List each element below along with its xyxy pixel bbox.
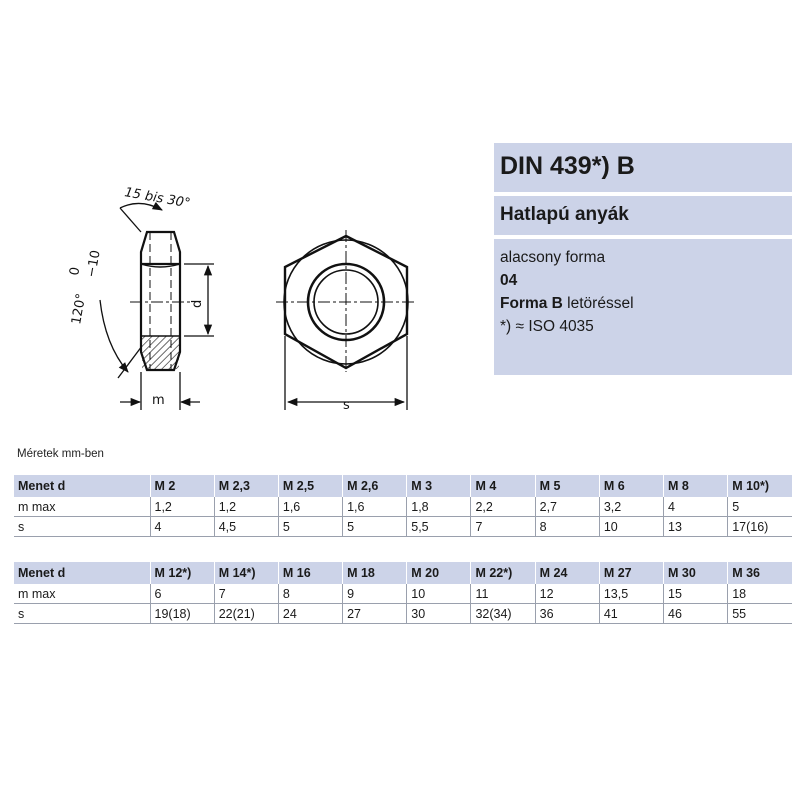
table-cell: 30 [407,604,471,624]
table-cell: 9 [343,584,407,604]
table-cell: 7 [214,584,278,604]
product-details-box [494,239,792,375]
table-cell: 19(18) [150,604,214,624]
table-row [14,517,792,537]
header-cell: M 5 [535,475,599,497]
table-cell: 41 [599,604,663,624]
table-cell: 4 [664,497,728,517]
header-cell: M 22*) [471,562,535,584]
chamfer-annotation [100,300,142,378]
header-cell: M 3 [407,475,471,497]
header-cell: M 6 [599,475,663,497]
header-cell: M 2,5 [278,475,342,497]
header-cell: M 30 [664,562,728,584]
table-cell: 10 [407,584,471,604]
header-cell: Menet d [14,475,150,497]
header-cell: M 18 [343,562,407,584]
table-cell: 55 [728,604,792,624]
header-cell: M 2 [150,475,214,497]
table-cell: 8 [535,517,599,537]
table-cell: 7 [471,517,535,537]
table-cell: 4 [150,517,214,537]
table-cell: 1,6 [343,497,407,517]
header-cell: M 12*) [150,562,214,584]
table-cell: 15 [664,584,728,604]
table-cell: 18 [728,584,792,604]
header-cell: M 27 [599,562,663,584]
table-cell: 1,8 [407,497,471,517]
header-cell: M 24 [535,562,599,584]
angle-label: 15 bis 30° [123,185,192,212]
table-cell: 32(34) [471,604,535,624]
table-cell: 6 [150,584,214,604]
table-header-row [14,475,792,497]
table-cell: 10 [599,517,663,537]
table-cell: 22(21) [214,604,278,624]
table-cell: 36 [535,604,599,624]
detail-variant [500,292,634,315]
detail-variant-desc: letöréssel [562,295,634,312]
table-cell: 13 [664,517,728,537]
header-cell: M 20 [407,562,471,584]
dimensions-table-1 [14,475,792,537]
header-cell: M 14*) [214,562,278,584]
header-cell: M 2,3 [214,475,278,497]
table-cell: 5 [343,517,407,537]
table-cell: 1,6 [278,497,342,517]
table-cell: 13,5 [599,584,663,604]
tolerance-lower: −10 [84,249,104,279]
table-row [14,604,792,624]
table-cell: m max [14,497,150,517]
header-cell: Menet d [14,562,150,584]
table-cell: m max [14,584,150,604]
table-cell: 1,2 [150,497,214,517]
product-name-box [494,196,792,235]
d-label: d [190,299,205,308]
header-cell: M 36 [728,562,792,584]
table-row [14,584,792,604]
table-cell: 2,2 [471,497,535,517]
table-cell: s [14,517,150,537]
detail-class: 04 [500,272,518,289]
dimensions-table-2 [14,562,792,624]
header-cell: M 10*) [728,475,792,497]
m-label: m [152,393,165,408]
nut-front-view [276,230,416,372]
header-cell: M 8 [664,475,728,497]
detail-iso-equivalent: *) ≈ ISO 4035 [500,318,594,335]
table-cell: 3,2 [599,497,663,517]
units-caption: Méretek mm-ben [17,448,104,460]
table-cell: 2,7 [535,497,599,517]
table-cell: 11 [471,584,535,604]
standard-title-box [494,143,792,192]
header-cell: M 4 [471,475,535,497]
table-cell: 1,2 [214,497,278,517]
table-cell: 4,5 [214,517,278,537]
table-cell: 8 [278,584,342,604]
table-cell: 27 [343,604,407,624]
table-cell: 5 [728,497,792,517]
table-cell: 46 [664,604,728,624]
s-label: s [343,398,350,413]
header-cell: M 2,6 [343,475,407,497]
product-name: Hatlapú anyák [500,204,629,225]
table-cell: 5 [278,517,342,537]
angle-annotation [120,203,162,232]
header-cell: M 16 [278,562,342,584]
chamfer-label: 120° [69,292,90,326]
tolerance-upper: 0 [67,265,84,277]
table-cell: s [14,604,150,624]
detail-variant-name: Forma B [500,295,563,312]
table-row [14,497,792,517]
table-cell: 5,5 [407,517,471,537]
table-cell: 17(16) [728,517,792,537]
detail-form: alacsony forma [500,249,606,266]
table-cell: 12 [535,584,599,604]
standard-title: DIN 439*) B [500,152,635,180]
table-header-row [14,562,792,584]
table-cell: 24 [278,604,342,624]
technical-drawing [0,0,480,440]
